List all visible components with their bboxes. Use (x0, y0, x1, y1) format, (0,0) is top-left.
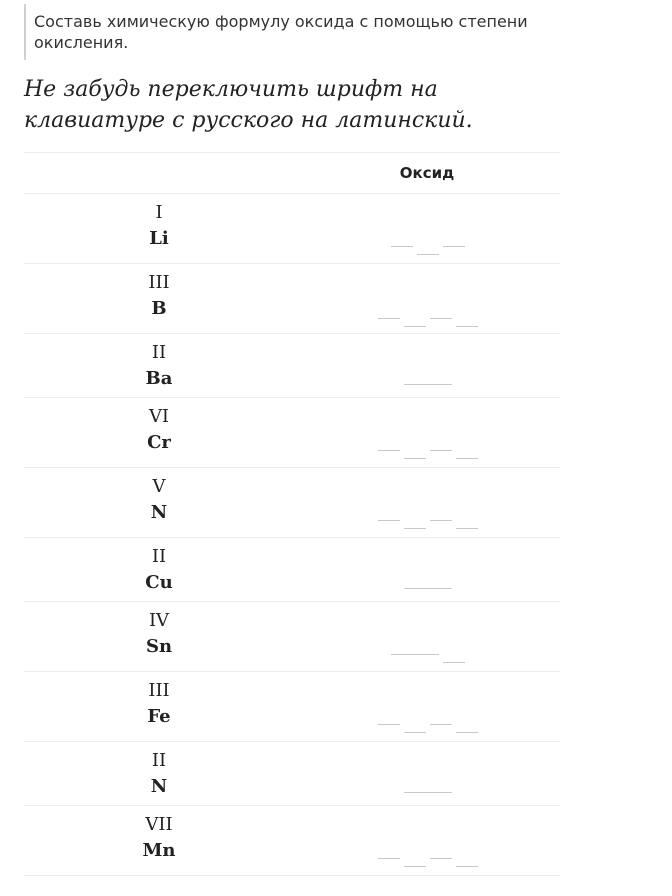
answer-blank[interactable] (404, 458, 426, 459)
answer-blank[interactable] (430, 450, 452, 451)
element-cell (24, 602, 294, 672)
table-header-row (24, 153, 560, 194)
table-row (24, 806, 560, 876)
answer-blank[interactable] (430, 858, 452, 859)
answer-blanks[interactable] (294, 520, 562, 529)
table-row (24, 334, 560, 398)
answer-blank[interactable] (378, 318, 400, 319)
table-row (24, 468, 560, 538)
valence-label: II (151, 750, 167, 771)
oxide-table (24, 152, 560, 876)
answer-blank[interactable] (417, 254, 439, 255)
oxide-answer-cell[interactable] (294, 742, 560, 806)
answer-blank[interactable] (443, 662, 465, 663)
element-symbol: N (150, 776, 168, 797)
element-cell (24, 742, 294, 806)
answer-blank[interactable] (378, 724, 400, 725)
answer-blank[interactable] (456, 458, 478, 459)
table-row (24, 194, 560, 264)
table-row (24, 742, 560, 806)
oxide-answer-cell[interactable] (294, 806, 560, 876)
element-symbol: Sn (145, 636, 173, 657)
table-row (24, 672, 560, 742)
element-cell (24, 334, 294, 398)
oxide-answer-cell[interactable] (294, 194, 560, 264)
oxide-answer-cell[interactable] (294, 398, 560, 468)
answer-blank[interactable] (404, 528, 426, 529)
header-empty-cell (24, 153, 294, 194)
answer-blank[interactable] (404, 326, 426, 327)
answer-blanks[interactable] (294, 450, 562, 459)
element-cell (24, 264, 294, 334)
table-row (24, 398, 560, 468)
valence-label: VI (148, 406, 170, 427)
answer-blank[interactable] (456, 866, 478, 867)
answer-blank[interactable] (430, 724, 452, 725)
table-row (24, 538, 560, 602)
answer-blank[interactable] (430, 520, 452, 521)
answer-blank[interactable] (456, 528, 478, 529)
answer-blank[interactable] (443, 246, 465, 247)
valence-label: IV (148, 610, 170, 631)
valence-label: II (151, 546, 167, 567)
table-row (24, 264, 560, 334)
answer-blanks[interactable] (294, 654, 562, 663)
answer-blank[interactable] (404, 732, 426, 733)
oxide-answer-cell[interactable] (294, 672, 560, 742)
answer-blank[interactable] (404, 866, 426, 867)
element-symbol: Cr (147, 432, 171, 453)
element-symbol: Mn (142, 840, 176, 861)
answer-blank[interactable] (404, 588, 452, 589)
element-symbol: Fe (147, 706, 171, 727)
answer-blank[interactable] (456, 732, 478, 733)
element-cell (24, 672, 294, 742)
oxide-answer-cell[interactable] (294, 602, 560, 672)
element-cell (24, 538, 294, 602)
answer-blank[interactable] (456, 326, 478, 327)
element-symbol: Li (149, 228, 169, 249)
answer-blank[interactable] (404, 384, 452, 385)
answer-blank[interactable] (378, 520, 400, 521)
valence-label: II (151, 342, 167, 363)
answer-blank[interactable] (378, 858, 400, 859)
hint-text: Не забудь переключить шрифт на клавиатуре с русского на латинский. (24, 77, 473, 133)
answer-blanks[interactable] (294, 588, 562, 589)
oxide-answer-cell[interactable] (294, 334, 560, 398)
answer-blank[interactable] (430, 318, 452, 319)
valence-label: III (148, 680, 170, 701)
element-symbol: Cu (145, 572, 173, 593)
answer-blank[interactable] (378, 450, 400, 451)
element-cell (24, 468, 294, 538)
valence-label: III (148, 272, 170, 293)
element-symbol: Ba (145, 368, 173, 389)
answer-blanks[interactable] (294, 792, 562, 793)
answer-blanks[interactable] (294, 318, 562, 327)
oxide-answer-cell[interactable] (294, 538, 560, 602)
oxide-answer-cell[interactable] (294, 468, 560, 538)
element-cell (24, 806, 294, 876)
oxide-answer-cell[interactable] (294, 264, 560, 334)
table-row (24, 602, 560, 672)
answer-blanks[interactable] (294, 246, 562, 255)
answer-blank[interactable] (391, 246, 413, 247)
answer-blank[interactable] (404, 792, 452, 793)
answer-blanks[interactable] (294, 724, 562, 733)
valence-label: V (152, 476, 166, 497)
answer-blank[interactable] (391, 654, 439, 655)
element-symbol: B (151, 298, 167, 319)
element-symbol: N (150, 502, 168, 523)
header-oxide: Оксид (294, 153, 560, 194)
valence-label: VII (145, 814, 173, 835)
answer-blanks[interactable] (294, 384, 562, 385)
element-cell (24, 194, 294, 264)
task-text: Составь химическую формулу оксида с помощью степени окисления. (24, 4, 564, 60)
element-cell (24, 398, 294, 468)
answer-blanks[interactable] (294, 858, 562, 867)
valence-label: I (155, 202, 163, 223)
